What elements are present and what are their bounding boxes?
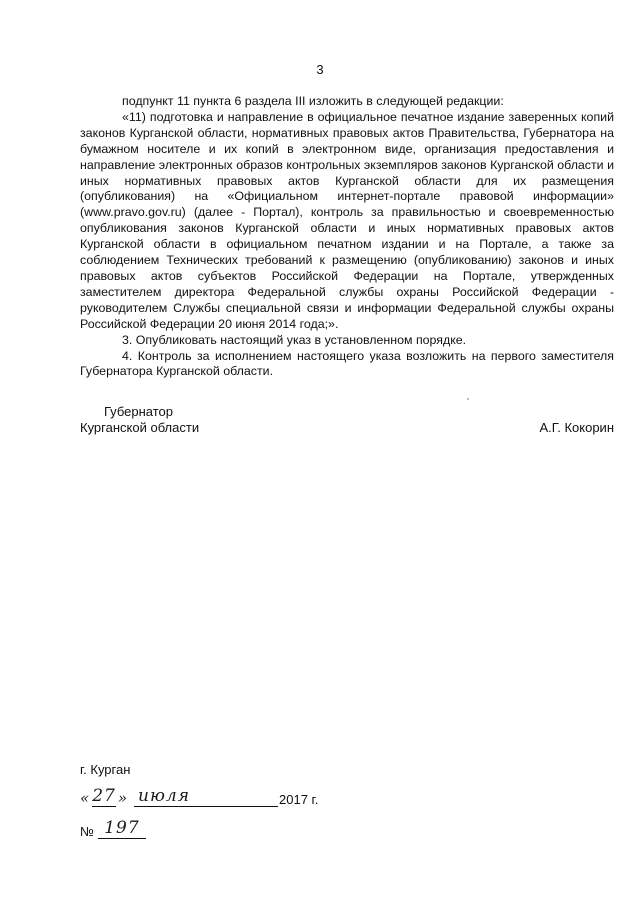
document-body	[80, 94, 614, 380]
number-label: №	[80, 824, 94, 839]
paragraph-item-3: 3. Опубликовать настоящий указ в установленном порядке.	[122, 332, 467, 347]
signatory-title-line1: Губернатор	[104, 404, 173, 419]
document-date	[80, 786, 318, 807]
signatory-name: А.Г. Кокорин	[539, 420, 614, 435]
signatory-title-line2: Курганской области	[80, 420, 200, 435]
document-number	[80, 818, 146, 839]
scan-speck	[467, 398, 469, 400]
paragraph-item-4: 4. Контроль за исполнением настоящего указа возложить на первого заместителя Губернатора Курганской области.	[80, 348, 614, 379]
signatory-title	[80, 404, 199, 436]
number-value: 197	[98, 818, 146, 839]
page-number: 3	[316, 62, 324, 77]
date-month: июля	[134, 786, 278, 807]
paragraph-intro: подпункт 11 пункта 6 раздела III изложить в следующей редакции:	[122, 94, 504, 108]
paragraph-subitem-11: «11) подготовка и направление в официальное печатное издание заверенных копий законов Курганской области, нормативных правовых актов Правительства, Губернатора на бумажном носителе и их копий в электронном виде, организация предоставления и направление электронных образов контрольных экземпляров законов Курганской области и иных нормативных правовых актов Курганской области для их размещения (опубликования) на «Официальном интернет-портале правовой информации» (www.pravo.gov.ru) (далее - Портал), контроль за правильностью и своевременностью опубликования законов Курганской области и иных нормативных правовых актов Курганской области в официальном печатном издании и на Портале, а также за соблюдением Технических требований к размещению (опубликованию) законов и иных правовых актов субъектов Российской Федерации на Портале, утвержденных заместителем директора Федеральной службы охраны Российской Федерации - руководителем Службы специальной связи и информации Федеральной службы охраны Российской Федерации 20 июня 2014 года;».	[80, 109, 614, 331]
date-day: 27	[92, 786, 116, 806]
date-close-quote: »	[117, 789, 129, 807]
date-year: 2017 г.	[279, 792, 319, 807]
date-open-quote: «	[80, 789, 91, 807]
place-of-signing: г. Курган	[80, 762, 131, 777]
